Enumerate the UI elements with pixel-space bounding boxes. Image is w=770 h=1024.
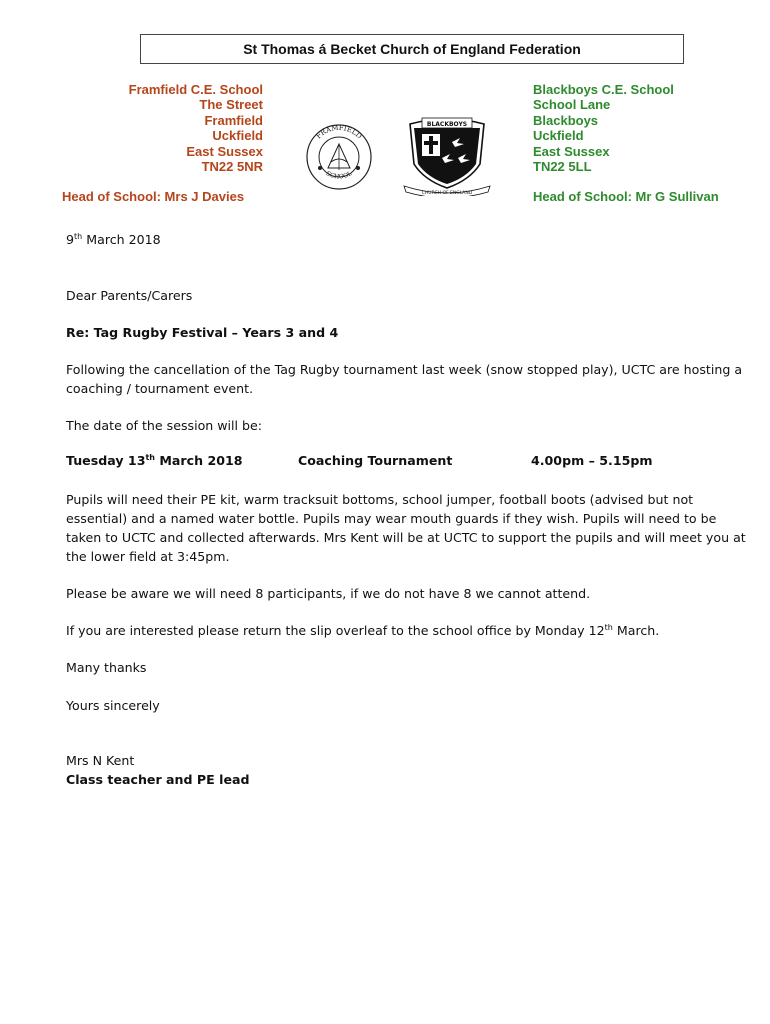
- event-date-rest: March 2018: [155, 453, 243, 468]
- framfield-head-of-school: Head of School: Mrs J Davies: [62, 189, 245, 204]
- signatory-name: Mrs N Kent: [66, 753, 135, 768]
- blackboys-address-line: East Sussex: [533, 143, 610, 159]
- blackboys-school-logo: [400, 112, 494, 196]
- paragraph-participants: Please be aware we will need 8 participants, if we do not have 8 we cannot attend.: [66, 586, 591, 601]
- logo-banner-text: BLACKBOYS: [426, 121, 468, 128]
- logo-scroll-text: CHURCH OF ENGLAND: [421, 191, 473, 196]
- framfield-address-line: Framfield C.E. School: [128, 82, 263, 97]
- salutation: Dear Parents/Carers: [66, 288, 193, 303]
- closing: Yours sincerely: [66, 698, 160, 713]
- event-date: [66, 453, 243, 468]
- framfield-address-line: The Street: [199, 97, 263, 113]
- blackboys-address-line: Blackboys C.E. School: [533, 82, 674, 97]
- letter-subject: Re: Tag Rugby Festival – Years 3 and 4: [66, 325, 339, 340]
- date-day: 9: [66, 232, 75, 247]
- framfield-address-line: East Sussex: [186, 143, 263, 159]
- blackboys-address-line: TN22 5LL: [533, 159, 592, 175]
- federation-title: St Thomas á Becket Church of England Federation: [140, 34, 684, 64]
- framfield-address: [129, 82, 263, 174]
- framfield-address-line: TN22 5NR: [201, 159, 263, 175]
- event-date-sup: th: [145, 452, 155, 462]
- logo-text-bottom: SCHOOL: [324, 170, 354, 181]
- framfield-address-line: Framfield: [204, 112, 263, 128]
- event-name: Coaching Tournament: [298, 453, 453, 468]
- svg-text:SCHOOL: [325, 170, 353, 180]
- blackboys-address: [533, 82, 674, 174]
- letter-date: [66, 230, 746, 249]
- paragraph-return-slip: [66, 621, 746, 640]
- paragraph-kit: Pupils will need their PE kit, warm tracksuit bottoms, school jumper, football boots (advised but not essential) and a named water bottle. Pupils may wear mouth guards if they wish. Pupils will need to be taken to UCTC and collected afterwards. Mrs Kent will be at UCTC to support the pupils and will meet you at the lower field at 3:45pm.: [66, 492, 746, 564]
- return-slip-sup: th: [604, 622, 613, 632]
- logo-text-top: FRAMFIELD: [314, 123, 364, 141]
- framfield-address-line: Uckfield: [212, 128, 263, 144]
- date-rest: March 2018: [82, 232, 161, 247]
- blackboys-address-line: Blackboys: [533, 112, 599, 128]
- framfield-school-logo: [298, 118, 380, 198]
- blackboys-head-of-school: Head of School: Mr G Sullivan: [533, 189, 719, 204]
- return-slip-end: March.: [612, 623, 660, 638]
- thanks: Many thanks: [66, 660, 147, 675]
- paragraph-date-lead: The date of the session will be:: [66, 418, 263, 433]
- date-sup: th: [74, 231, 83, 241]
- blackboys-address-line: School Lane: [533, 97, 611, 113]
- return-slip-text: If you are interested please return the slip overleaf to the school office by Monday 12: [66, 623, 605, 638]
- signatory-role: Class teacher and PE lead: [66, 772, 250, 787]
- event-time: 4.00pm – 5.15pm: [531, 453, 653, 468]
- event-date-day: Tuesday 13: [66, 453, 146, 468]
- svg-text:FRAMFIELD: [315, 124, 364, 141]
- blackboys-address-line: Uckfield: [533, 128, 584, 144]
- paragraph-intro: Following the cancellation of the Tag Rugby tournament last week (snow stopped play), UCTC are hosting a coaching / tournament event.: [66, 362, 743, 396]
